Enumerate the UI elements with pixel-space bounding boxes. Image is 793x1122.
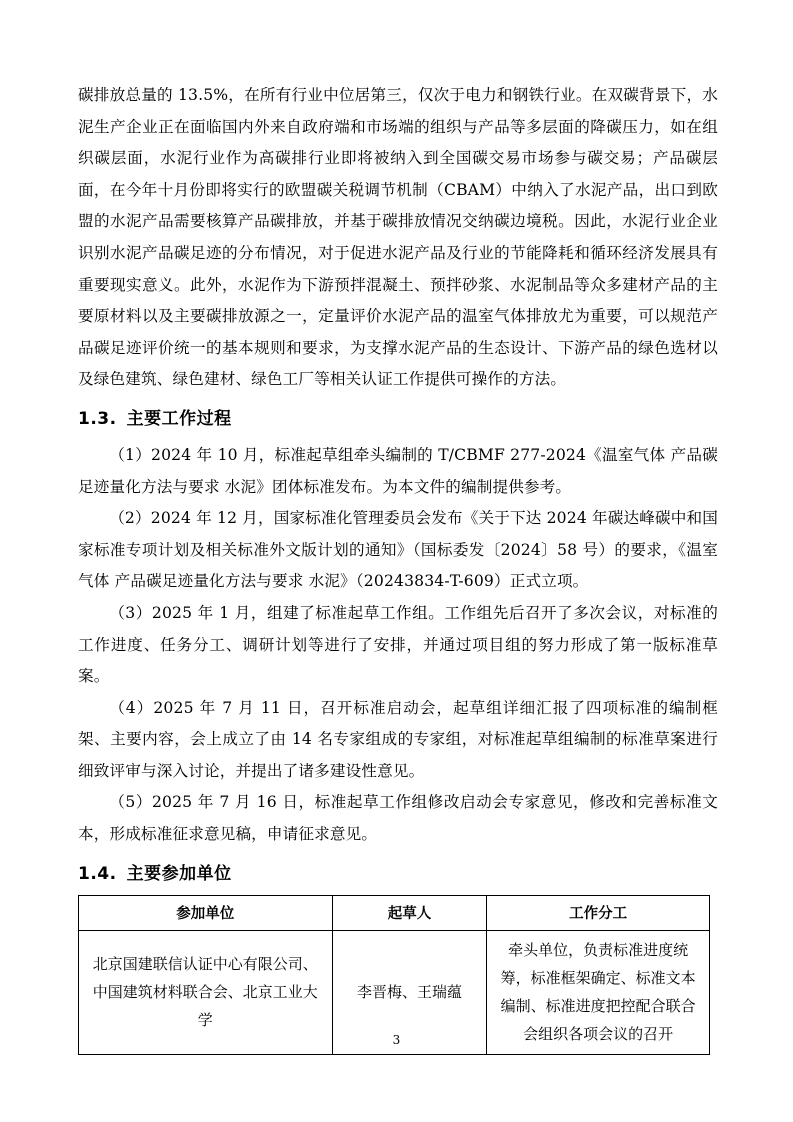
- work-process-item-1: （1）2024 年 10 月，标准起草组牵头编制的 T/CBMF 277-2024《温室气体 产品碳足迹量化方法与要求 水泥》团体标准发布。为本文件的编制提供参考。: [78, 445, 718, 496]
- work-process-item-4: （4）2025 年 7 月 11 日，召开标准启动会，起草组详细汇报了四项标准的编制框架、主要内容，会上成立了由 14 名专家组成的专家组，对标准起草组编制的标准草案进行细致评审与深入讨论，并提出了诸多建设性意见。: [78, 698, 718, 780]
- work-process-item-3: （3）2025 年 1 月，组建了标准起草工作组。工作组先后召开了多次会议，对标准的工作进度、任务分工、调研计划等进行了安排，并通过项目组的努力形成了第一版标准草案。: [78, 603, 718, 686]
- section-number: 1.3.: [78, 408, 117, 429]
- work-process-item-5: （5）2025 年 7 月 16 日，标准起草工作组修改启动会专家意见，修改和完善标准文本，形成标准征求意见稿，申请征求意见。: [78, 793, 718, 844]
- page-number: 3: [392, 1033, 401, 1047]
- section-heading-1-4: [78, 859, 718, 889]
- section-title: 主要参加单位: [126, 863, 232, 884]
- table-header-row: [79, 895, 710, 930]
- participating-units-table: [78, 895, 710, 1055]
- document-page: [78, 80, 718, 1055]
- cell-drafters: 李晋梅、王瑞蕴: [332, 930, 487, 1054]
- intro-paragraph: 碳排放总量的 13.5%，在所有行业中位居第三，仅次于电力和钢铁行业。在双碳背景下，水泥生产企业正在面临国内外来自政府端和市场端的组织与产品等多层面的降碳压力，如在组织碳层面，水泥行业作为高碳排行业即将被纳入到全国碳交易市场参与碳交易；产品碳层面，在今年十月份即将实行的欧盟碳关税调节机制（CBAM）中纳入了水泥产品，出口到欧盟的水泥产品需要核算产品碳排放，并基于碳排放情况交纳碳边境税。因此，水泥行业企业识别水泥产品碳足迹的分布情况，对于促进水泥产品及行业的节能降耗和循环经济发展具有重要现实意义。此外，水泥作为下游预拌混凝土、预拌砂浆、水泥制品等众多建材产品的主要原材料以及主要碳排放源之一，定量评价水泥产品的温室气体排放尤为重要，可以规范产品碳足迹评价统一的基本规则和要求，为支撑水泥产品的生态设计、下游产品的绿色选材以及绿色建筑、绿色建材、绿色工厂等相关认证工作提供可操作的方法。: [78, 86, 718, 389]
- cell-unit: 北京国建联信认证中心有限公司、中国建筑材料联合会、北京工业大学: [79, 930, 333, 1054]
- header-division: 工作分工: [487, 895, 710, 930]
- section-number: 1.4.: [78, 863, 117, 884]
- work-process-item-2: （2）2024 年 12 月，国家标准化管理委员会发布《关于下达 2024 年碳达峰碳中和国家标准专项计划及相关标准外文版计划的通知》（国标委发〔2024〕58 号）的要求，《温室气体 产品碳足迹量化方法与要求 水泥》（20243834-T-609）正式立项。: [78, 509, 718, 591]
- header-drafters: 起草人: [332, 895, 487, 930]
- cell-division: 牵头单位，负责标准进度统筹，标准框架确定、标准文本编制、标准进度把控配合联合会组织各项会议的召开: [487, 930, 710, 1054]
- section-title: 主要工作过程: [126, 408, 232, 429]
- header-unit: 参加单位: [79, 895, 333, 930]
- section-heading-1-3: [78, 404, 718, 434]
